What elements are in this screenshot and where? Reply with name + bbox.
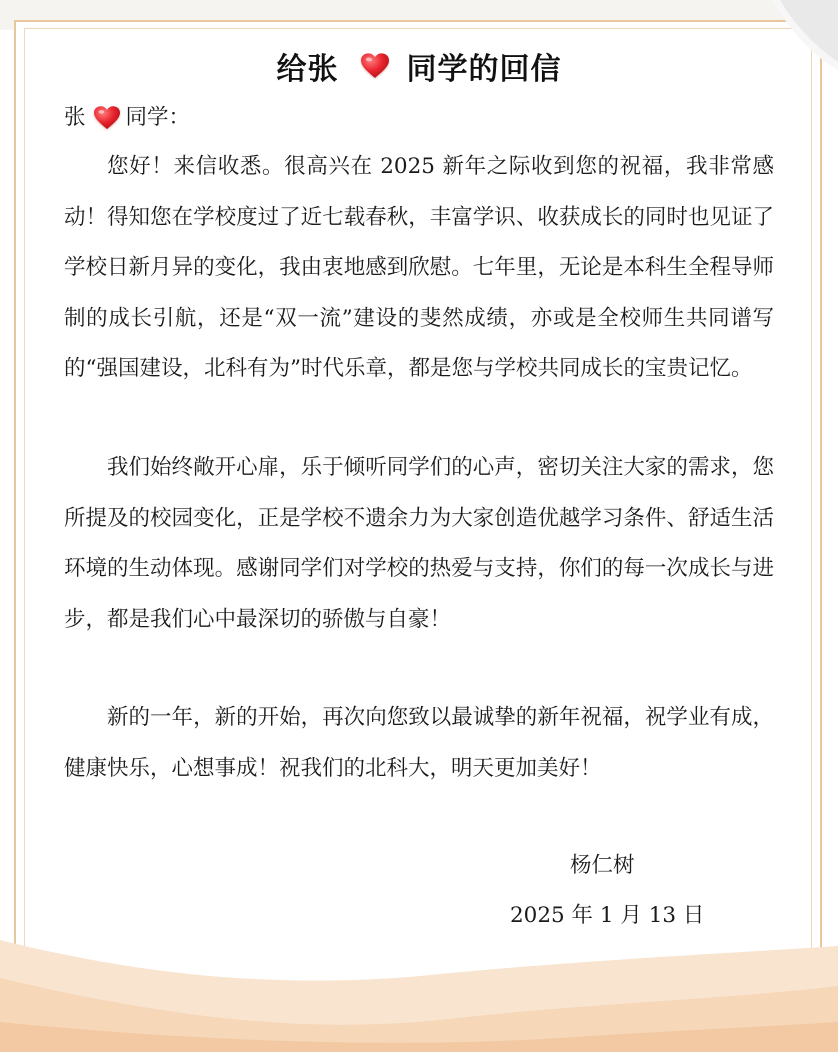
title-suffix: 同学的回信 <box>406 52 562 87</box>
paragraph-1: 您好！来信收悉。很高兴在 2025 新年之际收到您的祝福，我非常感动！得知您在学校度过了近七载春秋，丰富学识、收获成长的同时也见证了学校日新月异的变化，我由衷地感到欣慰。七年里，无论是本科生全程导师制的成长引航，还是“双一流”建设的斐然成绩，亦或是全校师生共同谱写的“强国建设，北科有为”时代乐章，都是您与学校共同成长的宝贵记忆。 <box>64 154 774 381</box>
heart-icon <box>94 106 120 130</box>
title-prefix: 给张 <box>276 52 339 87</box>
letter-date: 2025 年 1 月 13 日 <box>510 903 705 928</box>
salutation <box>64 100 774 136</box>
signature: 杨仁树 <box>570 853 635 878</box>
paragraph-2: 我们始终敞开心扉，乐于倾听同学们的心声，密切关注大家的需求，您所提及的校园变化，正是学校不遗余力为大家创造优越学习条件、舒适生活环境的生动体现。感谢同学们对学校的热爱与支持，你们的每一次成长与进步，都是我们心中最深切的骄傲与自豪！ <box>64 455 774 632</box>
heart-icon <box>361 53 389 79</box>
salutation-prefix: 张 <box>64 105 86 130</box>
bottom-decoration <box>0 930 838 1052</box>
salutation-suffix: 同学： <box>125 105 191 130</box>
paragraph-3: 新的一年，新的开始，再次向您致以最诚挚的新年祝福，祝学业有成，健康快乐，心想事成！祝我们的北科大，明天更加美好！ <box>64 705 774 781</box>
letter-title <box>0 38 838 94</box>
